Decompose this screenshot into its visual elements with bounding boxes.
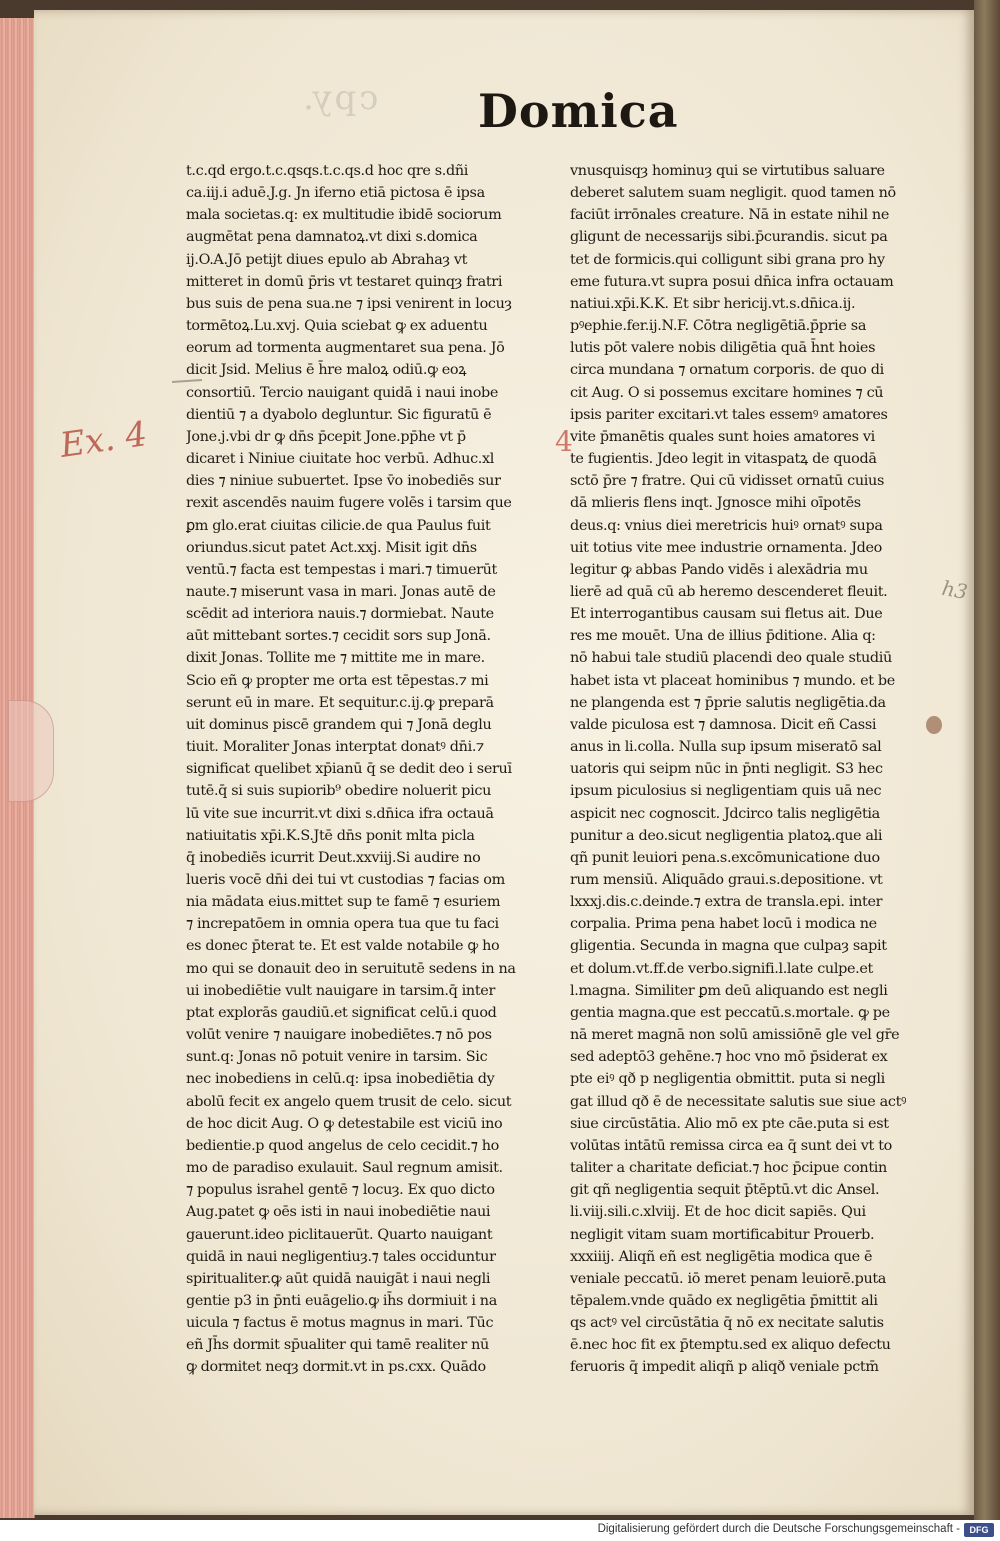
text-line: et dolum.vt.ff.de verbo.signifi.l.late culpe.et	[570, 960, 873, 977]
text-line: bedientie.p quod angelus de celo cecidit.⁊ ho	[186, 1137, 499, 1154]
text-line: legitur ꝙ abbas Pando vidēs i alexādria mu	[570, 561, 868, 578]
text-line: qñ punit leuiori pena.s.excōmunicatione duo	[570, 849, 880, 866]
text-line: eñ Jh̄s dormit sp̄ualiter qui tamē realiter nū	[186, 1337, 489, 1354]
show-through-text: cpy.	[300, 78, 379, 118]
footer-bar	[0, 1520, 1000, 1541]
text-line: ij.O.A.Jō petijt diues epulo ab Abrahaȝ vt	[186, 251, 468, 268]
text-line: ipsis pariter excitari.vt tales essemꝰ amatores	[570, 406, 888, 423]
text-line: volūtas intātū remissa circa ea q̄ sunt dei vt to	[570, 1137, 892, 1154]
text-line: qs actꝰ vel circūstātia q̄ nō ex necitate salutis	[570, 1315, 884, 1332]
text-line: anus in li.colla. Nulla sup ipsum miseratō sal	[570, 739, 882, 756]
text-line: punitur a deo.sicut negligentia platoꝝ.que ali	[570, 827, 883, 844]
text-line: tutē.q̄ si suis supiorib⁹ obedire noluerit picu	[186, 783, 492, 800]
text-line: habet ista vt placeat hominibus ⁊ mundo. et be	[570, 672, 895, 689]
text-line: uicula ⁊ factus ē motus magnus in mari. Tūc	[186, 1315, 494, 1332]
text-line: uit dominus piscē grandem qui ⁊ Jonā deglu	[186, 716, 492, 733]
text-column-right	[570, 160, 920, 1379]
text-line: ipsum piculosius si negligentiam quis uā nec	[570, 783, 882, 800]
text-line: t.c.qd ergo.t.c.qsqs.t.c.qs.d hoc qre s.dñi	[186, 163, 469, 179]
text-line: ꝑm glo.erat ciuitas cilicie.de qua Paulus fuit	[186, 517, 491, 534]
text-line: git qñ negligentia sequit p̄tēptū.vt dic Ansel.	[570, 1182, 880, 1199]
margin-note-right: h3	[940, 575, 970, 605]
text-line: deberet salutem suam negligit. quod tamen nō	[570, 185, 896, 202]
text-line: pte eiꝰ qð p negligentia obmittit. puta si negli	[570, 1071, 885, 1088]
text-line: spiritualiter.ꝙ aūt quidā nauigāt i naui negli	[186, 1270, 491, 1287]
text-line: Aug.patet ꝙ oēs isti in naui inobediētie naui	[186, 1204, 491, 1221]
text-line: sunt.q: Jonas nō potuit venire in tarsim. Sic	[186, 1049, 488, 1066]
text-line: tormētoꝝ.Lu.xvj. Quia sciebat ꝙ ex aduentu	[186, 318, 488, 335]
text-line: mitteret in domū p̄ris vt testaret quinqȝ fratri	[186, 273, 503, 290]
text-line: nō habui tale studiū placendi deo quale studiū	[570, 650, 892, 667]
text-line: rum mensiū. Aliquādo graui.s.depositione. vt	[570, 872, 883, 888]
paper-tab	[8, 700, 54, 802]
text-line: de hoc dicit Aug. O ꝙ detestabile est viciū ino	[186, 1115, 503, 1132]
text-line: Scio eñ ꝙ propter me orta est tēpestas.⁊ mi	[186, 672, 489, 689]
text-line: gligentia. Secunda in magna que culpaȝ sapit	[570, 938, 887, 955]
text-line: sed adeptō3 gehēne.⁊ hoc vno mō p̄siderat ex	[570, 1049, 888, 1066]
text-line: Jone.j.vbi dr ꝙ dn̄s p̄cepit Jone.pp̄he vt p̄	[186, 428, 466, 445]
text-line: te fugientis. Jdeo legit in vitaspatꝝ de quodā	[570, 451, 877, 468]
text-line: ui inobediētie vult nauigare in tarsim.q̄ inter	[186, 982, 495, 999]
red-margin-mark: 4	[555, 425, 573, 458]
text-line: naute.⁊ miserunt vasa in mari. Jonas autē de	[186, 583, 496, 600]
text-line: mo de paradiso exulauit. Saul regnum amisit.	[186, 1160, 503, 1177]
text-line: eorum ad tormenta augmentaret sua pena. Jō	[186, 340, 505, 357]
text-line: natiuitatis xp̄i.K.S.Jtē dn̄s ponit mlta picla	[186, 827, 475, 844]
text-line: nec inobediens in celū.q: ipsa inobediētia dy	[186, 1071, 495, 1088]
text-line: rexit ascendēs nauim fugere volēs i tarsim que	[186, 495, 512, 512]
text-line: ⁊ increpatōem in omnia opera tua que tu faci	[186, 916, 499, 933]
text-line: ptat explorās gaudiū.et significat celū.i quod	[186, 1004, 497, 1021]
text-line: dixit Jonas. Tollite me ⁊ mittite me in mare.	[186, 650, 485, 667]
text-line: feruoris q̄ impedit aliqñ p aliqð veniale pctm̄	[570, 1359, 879, 1376]
text-line: ⁊ populus israhel gentē ⁊ locuȝ. Ex quo dicto	[186, 1182, 495, 1199]
dfg-logo: DFG	[964, 1523, 994, 1537]
text-line: cit Aug. O si possemus excitare homines ⁊ cū	[570, 384, 884, 401]
book-binding-edge	[974, 0, 1000, 1520]
text-line: lxxxj.dis.c.deinde.⁊ extra de transla.epi. inter	[570, 894, 883, 911]
text-line: natiui.xp̄i.K.K. Et sibr hericij.vt.s.dn̄ica.ij.	[570, 295, 856, 312]
text-line: aspicit nec cognoscit. Jdcirco talis negligētia	[570, 805, 880, 822]
text-line: dientiū ⁊ a dyabolo degluntur. Sic figuratū ē	[186, 406, 492, 423]
text-line: dicaret i Niniue ciuitate hoc verbū. Adhuc.xl	[186, 451, 495, 468]
text-line: gauerunt.ideo piclitauerūt. Quarto nauigant	[186, 1226, 493, 1243]
text-line: q̄ inobediēs icurrit Deut.xxviij.Si audire no	[186, 849, 481, 866]
text-line: uatoris qui seipm nūc in p̄nti negligit. S3 hec	[570, 761, 883, 778]
text-line: dā mlieris flens inqt. Jgnosce mihi oīpotēs	[570, 495, 861, 512]
text-line: serunt eū in mare. Et sequitur.c.ij.ꝙ preparā	[186, 694, 494, 711]
running-head: Domica	[478, 84, 679, 138]
text-line: pꝰephie.fer.ij.N.F. Cōtra negligētiā.p̄prie sa	[570, 318, 867, 335]
text-line: vite p̄manētis quales sunt hoies amatores vi	[570, 428, 875, 445]
text-line: mo qui se donauit deo in seruitutē sedens in na	[186, 960, 516, 977]
text-line: deus.q: vnius diei meretricis huiꝰ ornatꝰ supa	[570, 517, 883, 534]
text-line: ē.nec hoc fit ex p̄temptu.sed ex aliquo defectu	[570, 1337, 891, 1354]
text-line: quidā in naui negligentiuȝ.⁊ tales occiduntur	[186, 1248, 496, 1265]
text-line: lierē ad quā cū ab heremo descenderet fleuit.	[570, 583, 888, 600]
text-line: gligunt de necessarijs sibi.p̄curandis. sicut pa	[570, 229, 888, 246]
text-line: oriundus.sicut patet Act.xxj. Misit igit dn̄s	[186, 539, 477, 556]
text-line: ne plangenda est ⁊ p̄prie salutis negligētia.da	[570, 694, 886, 711]
text-line: consortiū. Tercio nauigant quidā i naui inobe	[186, 384, 499, 401]
text-line: dicit Jsid. Melius ē h̄re maloꝝ odiū.ꝙ eoꝝ	[186, 362, 467, 379]
text-line: valde piculosa est ⁊ damnosa. Dicit eñ Cassi	[570, 716, 877, 733]
text-column-left	[186, 160, 536, 1379]
text-line: taliter a charitate deficiat.⁊ hoc p̄cipue contin	[570, 1160, 887, 1177]
text-line: volūt venire ⁊ nauigare inobediētes.⁊ nō pos	[186, 1027, 492, 1044]
text-line: ventū.⁊ facta est tempestas i mari.⁊ timuerūt	[186, 561, 497, 578]
text-line: tēpalem.vnde quādo ex negligētia p̄mittit ali	[570, 1292, 878, 1309]
text-line: ꝙ dormitet neqȝ dormit.vt in ps.cxx. Quādo	[186, 1359, 486, 1376]
margin-note-left: Ex. 4	[57, 414, 150, 466]
text-line: siue circūstātia. Alio mō ex pte cāe.puta si est	[570, 1115, 889, 1132]
text-line: ca.iij.i aduē.J.g. Jn iferno etiā pictosa ē ipsa	[186, 185, 485, 202]
text-line: dies ⁊ niniue subuertet. Ipse v̄o inobediēs sur	[186, 473, 501, 490]
text-line: Et interrogantibus causam sui fletus ait. Due	[570, 606, 883, 623]
text-line: mala societas.q: ex multitudie ibidē sociorum	[186, 207, 502, 224]
text-line: uit totius vite mee industrie ornamenta. Jdeo	[570, 539, 882, 556]
text-line: aūt mittebant sortes.⁊ cecidit sors sup Jonā.	[186, 628, 491, 645]
text-line: l.magna. Similiter ꝑm deū aliquando est negli	[570, 982, 888, 999]
text-line: gat illud qð ē de necessitate salutis sue siue actꝰ	[570, 1093, 907, 1110]
text-line: res me mouēt. Una de illius p̄ditione. Alia q:	[570, 628, 876, 645]
text-line: circa mundana ⁊ ornatum corporis. de quo di	[570, 362, 884, 379]
text-line: xxxiiij. Aliqñ eñ est negligētia modica que ē	[570, 1248, 873, 1265]
ink-stain	[926, 716, 942, 734]
text-line: lueris vocē dn̄i dei tui vt custodias ⁊ facias om	[186, 872, 505, 888]
text-line: lutis pōt valere nobis diligētia quā h̄nt hoies	[570, 340, 876, 357]
text-line: nia mādata eius.mittet sup te famē ⁊ esuriem	[186, 894, 501, 911]
text-line: negligit vitam suam mortificabitur Prouerb.	[570, 1226, 875, 1243]
footer-credit: Digitalisierung gefördert durch die Deutsche Forschungsgemeinschaft -	[597, 1523, 960, 1535]
text-line: sctō p̄re ⁊ fratre. Qui cū vidisset ornatū cuius	[570, 473, 884, 490]
text-line: abolū fecit ex angelo quem trusit de celo. sicut	[186, 1093, 512, 1110]
text-line: li.viij.sili.c.xlviij. Et de hoc dicit sapiēs. Qui	[570, 1204, 866, 1221]
text-line: lū vite sue incurrit.vt dixi s.dn̄ica ifra octauā	[186, 805, 494, 822]
text-line: veniale peccatū. iō meret penam leuiorē.puta	[570, 1270, 887, 1287]
text-line: es donec p̄terat te. Et est valde notabile ꝙ ho	[186, 938, 500, 955]
text-line: corpalia. Prima pena habet locū i modica ne	[570, 916, 877, 933]
text-line: augmētat pena damnatoꝝ.vt dixi s.domica	[186, 229, 478, 246]
text-line: tet de formicis.qui colligunt sibi grana pro hy	[570, 251, 885, 268]
text-line: bus suis de pena sua.ne ⁊ ipsi venirent in locuȝ	[186, 295, 512, 312]
text-line: eme futura.vt supra posui dn̄ica infra octauam	[570, 273, 894, 290]
text-line: gentie p3 in p̄nti euāgelio.ꝙ ih̄s dormiuit i na	[186, 1292, 497, 1309]
text-line: scēdit ad interiora nauis.⁊ dormiebat. Naute	[186, 606, 494, 623]
text-line: gentia magna.que est peccatū.s.mortale. ꝙ pe	[570, 1004, 890, 1021]
text-line: significat quelibet xp̄ianū q̄ se dedit deo i seruī	[186, 761, 512, 778]
text-line: vnusquisqȝ hominuȝ qui se virtutibus saluare	[570, 163, 885, 179]
text-line: tiuit. Moraliter Jonas interptat donatꝰ dn̄i.⁊	[186, 739, 484, 756]
text-line: faciūt irrōnales creature. Nā in estate nihil ne	[570, 207, 890, 224]
text-line: nā meret magnā non solū amissiōnē gle vel gr̄e	[570, 1027, 900, 1044]
